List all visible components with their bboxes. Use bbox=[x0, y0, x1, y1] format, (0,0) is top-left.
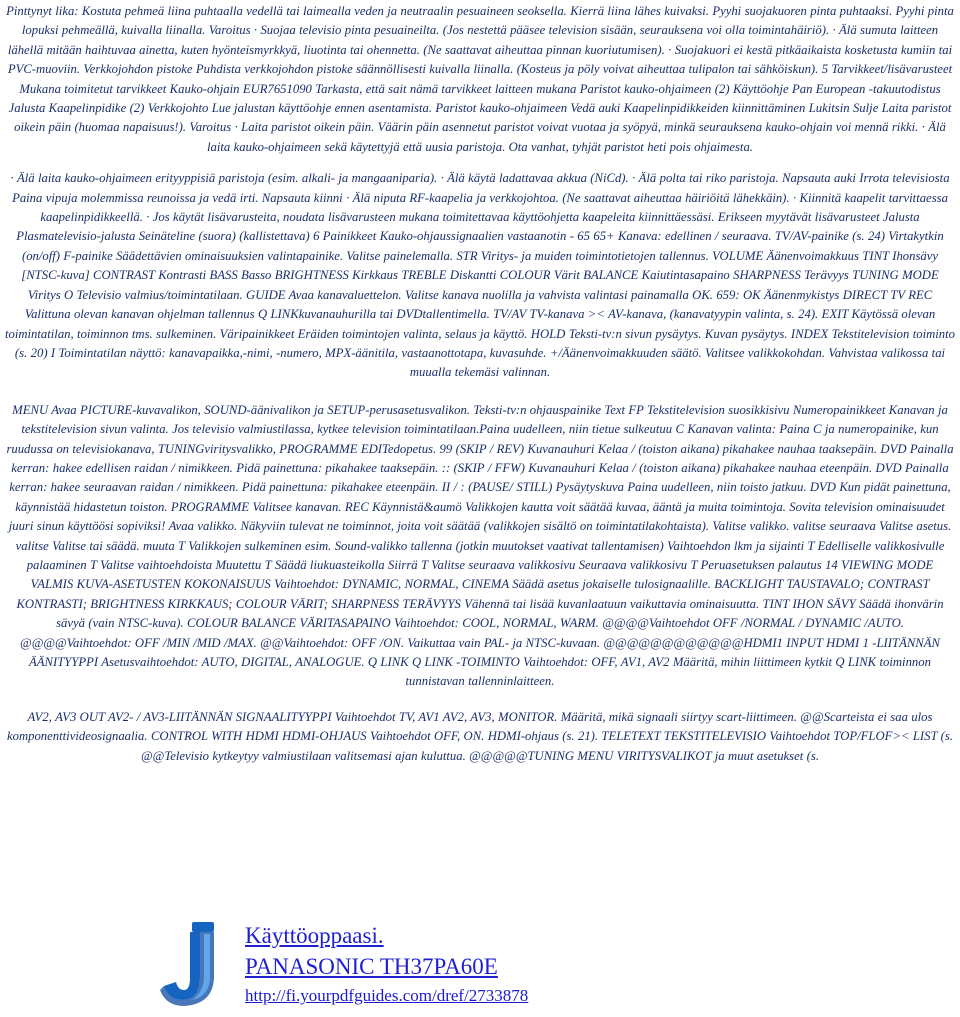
model-link[interactable]: PANASONIC TH37PA60E bbox=[245, 954, 498, 979]
yourpdfguides-logo-icon bbox=[160, 920, 240, 1006]
spacer bbox=[4, 383, 956, 401]
paragraph-maintenance: Pinttynyt lika: Kostuta pehmeä liina puhtaalla vedellä tai laimealla veden ja neutraalin pesuaineen seoksella. Kierrä liina lähes kuivaksi. Pyyhi suojakuoren pinta puhtaaksi. Pyyhi pinta lopuksi pehmeällä, kuivalla liinalla. Varoitus · Suojaa televisio pinta pesuaineilta. (Jos nestettä pääsee television sisään, seurauksena voi olla toimintahäiriö). · Älä sumuta laitteen lähellä mitään haihtuvaa ainetta, kuten hyönteismyrkkyä, liuotinta tai ohennetta. (Ne saattavat aiheuttaa pinnan kuoriutumisen). · Suojakuori ei kestä pitkäaikaista kosketusta kumiin tai PVC-muoviin. Verkkojohdon pistoke Puhdista verkkojohdon pistoke säännöllisesti kuivalla liinalla. (Kosteus ja pöly voivat aiheuttaa tulipalon tai sähköiskun). 5 Tarvikkeet/lisävarusteet Mukana toimitetut tarvikkeet Kauko-ohjain EUR7651090 Tarkasta, että sait nämä tarvikkeet laitteen mukana Paristot kauko-ohjaimeen (2) Käyttöohje Pan European -takuutodistus Jalusta Kaapelinpidike (2) Verkkojohto Lue jalustan käyttöohje ennen asentamista. Paristot kauko-ohjaimeen Vedä auki Kaapelinpidikkeiden kiinnittäminen Lukitsin Sulje Laita paristot oikein päin (huomaa napaisuus!). Varoitus · Laita paristot oikein päin. Väärin päin asennetut paristot voivat vuotaa ja syöpyä, minkä seurauksena kauko-ohjain voi mennä rikki. · Älä laita kauko-ohjaimeen sekä käytettyjä että uusia paristoja. Ota vanhat, tyhjät paristot heti pois ohjaimesta. bbox=[6, 4, 954, 154]
url-link[interactable]: http://fi.yourpdfguides.com/dref/2733878 bbox=[245, 986, 529, 1005]
paragraph-settings: AV2, AV3 OUT AV2- / AV3-LIITÄNNÄN SIGNAALITYYPPI Vaihtoehdot TV, AV1 AV2, AV3, MONITOR. Määritä, mikä signaali siirtyy scart-liittimeen. @@Scarteista ei saa ulos komponenttivideosignaalia. CONTROL WITH HDMI HDMI-OHJAUS Vaihtoehdot OFF, ON. HDMI-ohjaus (s. 21). TELETEXT TEKSTITELEVISIO Vaihtoehdot TOP/FLOF>< LIST (s. @@Televisio kytkeytyy valmiustilaan valitsemasi ajan kuluttua. @@@@@TUNING MENU VIRITYSVALIKOT ja muut asetukset (s. bbox=[6, 709, 954, 763]
paragraph-menus: MENU Avaa PICTURE-kuvavalikon, SOUND-äänivalikon ja SETUP-perusasetusvalikon. Teksti-tv:n ohjauspainike Text FP Tekstitelevision suosikkisivu Numeropainikkeet Kanavan ja tekstitelevision sivun valinta. Jos televisio valmiustilassa, kytkee television toimintatilaan.Paina uudelleen, niin tietue sulkeutuu C Kanavan valinta: Paina C ja numeropainike, kun ruudussa on televisiokanava, TUNINGviritysvalikko, PROGRAMME EDITedopetus. 99 (SKIP / REV) Kuvanauhuri Kelaa / (toiston aikana) pikahakee nauhaa taaksepäin. DVD Painalla kerran: hakee edellisen raidan / nimikkeen. Pidä painettuna: pikahakee taaksepäin. :: (SKIP / FFW) Kuvanauhuri Kelaa / (toiston aikana) pikahakee nauhaa eteenpäin. DVD Painalla kerran: hakee seuraavan raidan / nimikkeen. Pidä painettuna: pikahakee eteenpäin. II / : (PAUSE/ STILL) Pysäytyskuva Paina uudelleen, niin toisto jatkuu. DVD Kun pidät painettuna, käynnistää hidastetun toiston. PROGRAMME Valitsee kanavan. REC Käynnistä&aumö Valikkojen kautta voit säätää kuvaa, ääntä ja muita toimintoja. Sovita television ominaisuudet juuri sinun käyttöösi sopiviksi! Avaa valikko. Näkyviin tulevat ne toiminnot, joita voit säätää (valikkojen sisältö on toimintatilakohtaista). Valitse valikko. valitse seuraava Valitse asetus. valitse Valitse tai säädä. muuta T Valikkojen sulkeminen esim. Sound-valikko tallenna (jotkin muutokset vaativat tallentamisen) Vaihtoehdon lkm ja sijainti T Edelliselle valikkosivulle palaaminen T Valitse vaihtoehdoista Muutettu T Säädä liukuasteikolla Siirrä T Valitse seuraava valikkosivu Seuraava valikkosivu T Peruasetuksen palautus 14 VIEWING MODE VALMIS KUVA-ASETUSTEN KOKONAISUUS Vaihtoehdot: DYNAMIC, NORMAL, CINEMA Säädä asetus jokaiselle tulosignaalille. BACKLIGHT TAUSTAVALO; CONTRAST KONTRASTI; BRIGHTNESS KIRKKAUS; COLOUR VÄRIT; SHARPNESS TERÄVYYS Vähennä tai lisää kuvanlaatuun vaikuttavia ominaisuutta. TINT IHON SÄVY Säädä ihonvärin sävyä (vain NTSC-kuva). COLOUR BALANCE VÄRITASAPAINO Vaihtoehdot: COOL, NORMAL, WARM. @@@@Vaihtoehdot OFF /NORMAL / DYNAMIC /AUTO. @@@@Vaihtoehdot: OFF /MIN /MID /MAX. @@Vaihtoehdot: OFF /ON. Vaikuttaa vain PAL- ja NTSC-kuvaan. @@@@@@@@@@@@HDMI1 INPUT HDMI 1 -LIITÄNNÄN ÄÄNITYYPPI Asetusvaihtoehdot: AUTO, DIGITAL, ANALOGUE. Q LINK Q LINK -TOIMINTO Vaihtoehdot: OFF, AV1, AV2 Määritä, mihin liittimeen kytkit Q LINK toiminnon tunnistavan tallenninlaitteen. bbox=[6, 402, 954, 689]
footer bbox=[160, 916, 860, 1011]
paragraph-buttons: · Älä laita kauko-ohjaimeen erityyppisiä paristoja (esim. alkali- ja mangaaniparia). · Älä käytä ladattavaa akkua (NiCd). · Älä polta tai riko paristoja. Napsauta auki Irrota televisiosta Paina vipuja molemmissa reunoissa ja vedä irti. Napsauta kiinni · Älä niputa RF-kaapelia ja verkkojohtoa. (Ne saattavat aiheuttaa häiriöitä lähekkäin). · Kiinnitä kaapelit tarvittaessa kaapelinpidikkeellä. · Jos käytät lisävarusteita, noudata lisävarusteen mukana toimitettavaa käyttöohjetta kaapeleita kiinnittäessäsi. Erikseen myytävät lisävarusteet Jalusta Plasmatelevisio-jalusta Seinäteline (suora) (kallistettava) 6 Painikkeet Kauko-ohjaussignaalien vastaanotin - 65 65+ Kanava: edellinen / seuraava. TV/AV-painike (s. 24) Virtakytkin (on/off) F-painike Säädettävien ominaisuuksien valintapainike. Valitse painelemalla. STR Viritys- ja muiden toimintotietojen tallennus. VOLUME Äänenvoimakkuus TINT Ihonsävy [NTSC-kuva] CONTRAST Kontrasti BASS Basso BRIGHTNESS Kirkkaus TREBLE Diskantti COLOUR Värit BALANCE Kaiutintasapaino SHARPNESS Terävyys TUNING MODE Viritys O Televisio valmius/toimintatilaan. GUIDE Avaa kanavaluettelon. Valitse kanava nuolilla ja vahvista valintasi painamalla OK. 659: OK Äänenmykistys DIRECT TV REC Valittuna olevan kanavan ohjelman tallennus Q LINKkuvanauhurilla tai DVDtallentimella. TV/AV TV-kanava >< AV-kanava, (kanavatyypin valinta, s. 24). EXIT Käytössä olevan toimintatilan, toiminnon tms. sulkeminen. Väripainikkeet Eräiden toimintojen valinta, selaus ja käyttö. HOLD Teksti-tv:n sivun pysäytys. Kuvan pysäytys. INDEX Tekstitelevision toiminto (s. 20) I Toimintatilan näyttö: kanavapaikka,-nimi, -numero, MPX-äänitila, vastaanottotapa, kuvasuhde. +/Äänenvoimakkuuden säätö. Valitsee valikkokohdan. Vahvistaa valikossa tai muualla tekemäsi valinnan. bbox=[4, 171, 956, 380]
guide-link[interactable]: Käyttöoppaasi. bbox=[245, 923, 384, 948]
spacer bbox=[4, 692, 956, 708]
footer-links bbox=[245, 920, 528, 1010]
spacer bbox=[4, 157, 956, 169]
